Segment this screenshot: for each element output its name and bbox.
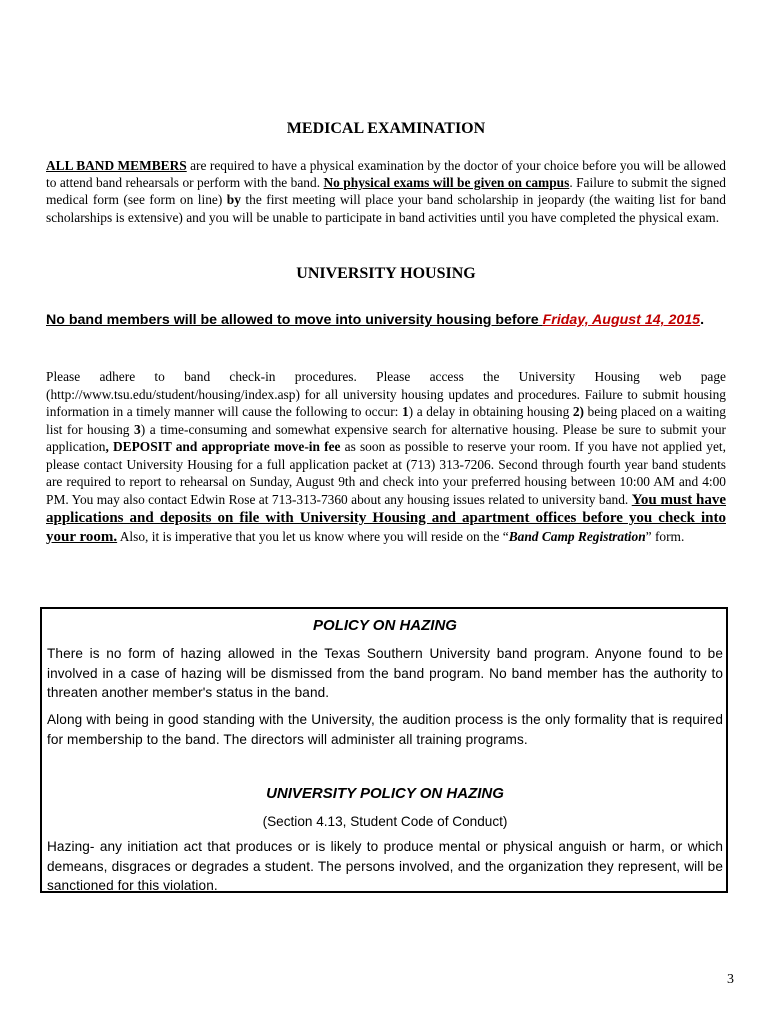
hazing-paragraph-1: There is no form of hazing allowed in the Texas Southern University band program. Anyone found to be involved in a case of hazing will be dismissed from the band program. No band member has the authority to threaten another member's status in the band. (47, 646, 723, 700)
medical-paragraph: ALL BAND MEMBERS are required to have a physical examination by the doctor of your choice before you will be allowed to attend band rehearsals or perform with the band. No physical exams will be given on campus. Failure to submit the signed medical form (see form on line) by the first meeting will place your band scholarship in jeopardy (the waiting list for band scholarships is extensive) and you will be unable to participate in band activities until you have completed the physical exam. (46, 158, 727, 225)
section-reference: (Section 4.13, Student Code of Conduct) (262, 814, 508, 829)
housing-notice: No band members will be allowed to move into university housing before Friday, August 14, 2015. (46, 312, 705, 328)
band-camp-registration-form: Band Camp Registration (508, 528, 646, 544)
applications-deposits-notice: You must have applications and deposits on file with University Housing and apartment offices before you check into your room. (46, 491, 727, 545)
hazing-policy-box (40, 607, 728, 893)
hazing-paragraph-2: Along with being in good standing with the University, the audition process is the only formality that is required for membership to the band. The directors will administer all training programs. (47, 712, 723, 747)
housing-paragraph: Please adhere to band check-in procedures. Please access the University Housing web page (http://www.tsu.edu/student/housing/index.asp) for all university housing updates and procedures. Failure to submit housing information in a timely manner will cause the following to occur: 1) a delay in obtaining housing 2) being placed on a waiting list for housing 3) a time-consuming and somewhat expensive search for alternative housing. Please be sure to submit your application, DEPOSIT and appropriate move-in fee as soon as possible to reserve your room. If you have not applied yet, please contact University Housing for a full application packet at (713) 313-7206. Second through fourth year band students are required to report to rehearsal on Sunday, August 9th and check into your preferred housing between 10:00 AM and 4:00 PM. You may also contact Edwin Rose at 713-313-7360 about any housing issues related to university band. You must have applications and deposits on file with University Housing and apartment offices before you check into your room. Also, it is imperative that you let us know where you will reside on the “Band Camp Registration” form. (46, 369, 727, 545)
page-number: 3 (727, 972, 734, 987)
university-housing-heading: UNIVERSITY HOUSING (296, 265, 476, 282)
move-in-date: Friday, August 14, 2015 (542, 312, 701, 328)
university-policy-heading: UNIVERSITY POLICY ON HAZING (266, 785, 504, 802)
no-physical-exams-text: No physical exams will be given on campus (323, 175, 570, 191)
medical-examination-heading: MEDICAL EXAMINATION (286, 120, 486, 137)
policy-on-hazing-heading: POLICY ON HAZING (313, 617, 457, 634)
hazing-definition: Hazing- any initiation act that produces or is likely to produce mental or physical anguish or harm, or which demeans, disgraces or degrades a student. The persons involved, and the organization they represent, will be sanctioned for this violation. (47, 839, 723, 893)
all-band-members-text: ALL BAND MEMBERS (46, 158, 187, 173)
